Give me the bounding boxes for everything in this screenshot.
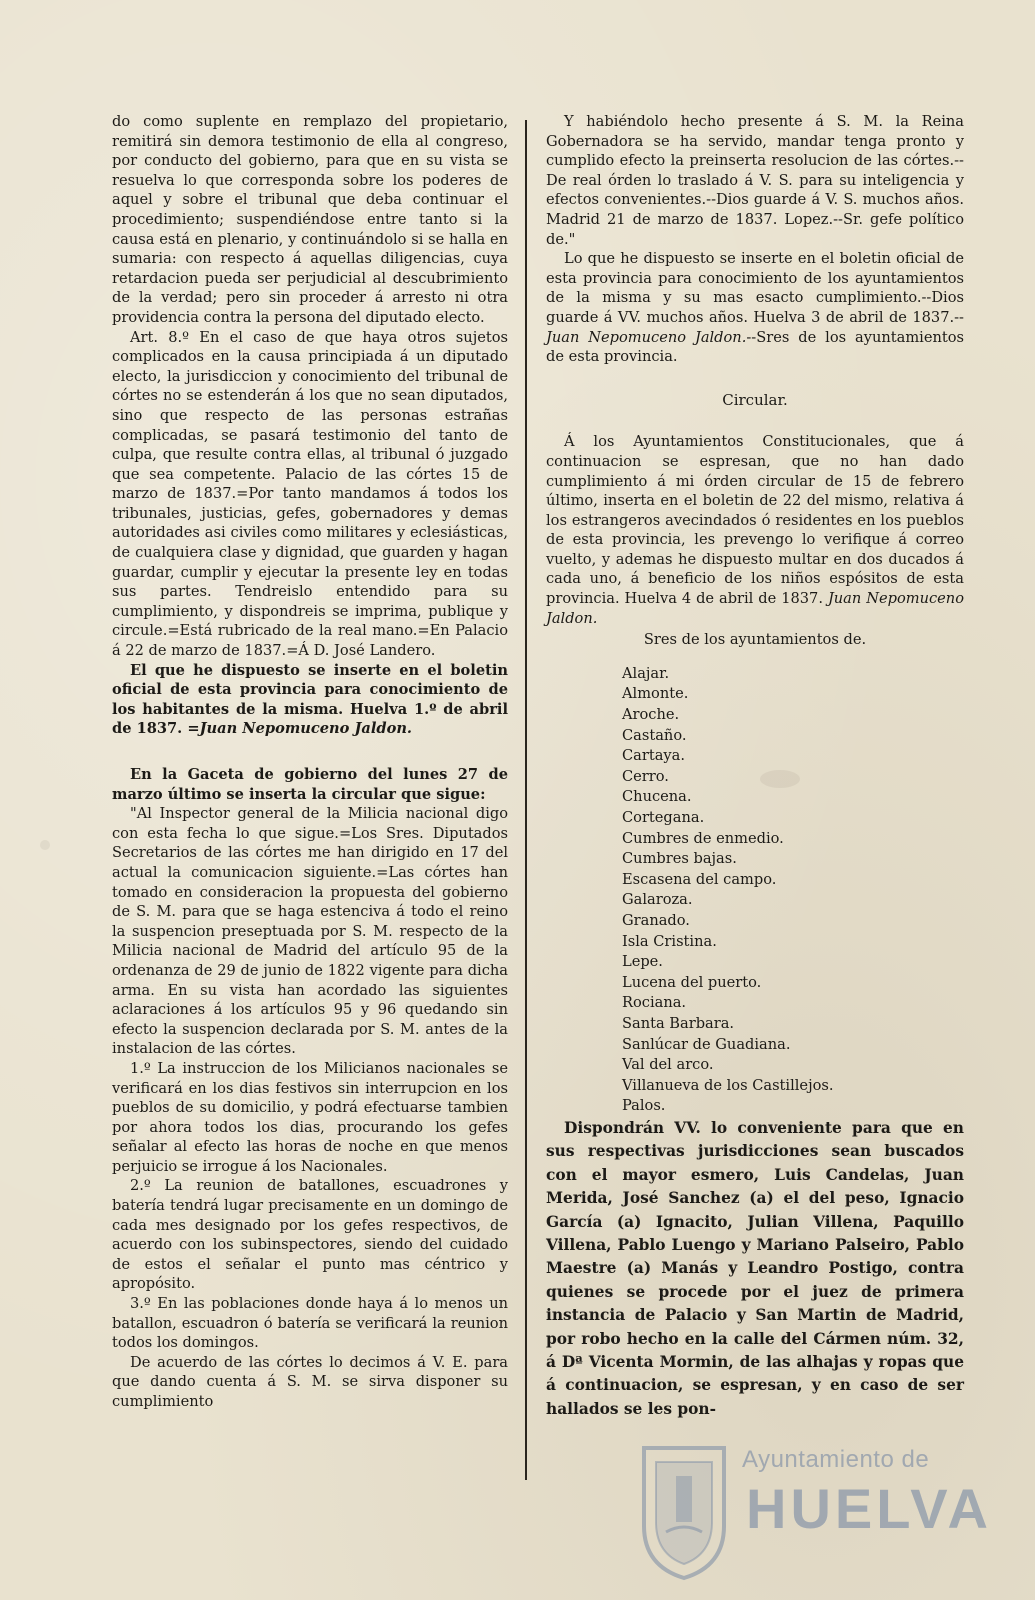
list-item: Santa Barbara. bbox=[622, 1014, 735, 1032]
list-item: Galaroza. bbox=[622, 891, 693, 909]
spacer bbox=[112, 739, 508, 765]
watermark-line2: HUELVA bbox=[746, 1477, 992, 1540]
list-item: Villanueva de los Castillejos. bbox=[622, 1076, 834, 1094]
order-paragraph bbox=[112, 661, 508, 739]
list-item: Lepe. bbox=[622, 953, 663, 971]
shield-icon bbox=[636, 1442, 732, 1582]
list-item: Cartaya. bbox=[622, 747, 685, 765]
gaceta-paragraph: De acuerdo de las córtes lo decimos á V. E. para que dando cuenta á S. M. se sirva disponer su cumplimiento bbox=[112, 1353, 508, 1410]
paper-stain bbox=[40, 840, 50, 850]
list-item: Castaño. bbox=[622, 726, 687, 744]
column-divider bbox=[525, 120, 527, 1480]
order-text: El que he dispuesto se inserte en el boletin oficial de esta provincia para conocimiento de los habitantes de la misma. Huelva 1.º de abril de 1837. bbox=[112, 661, 508, 738]
royal-paragraph: Y habiéndolo hecho presente á S. M. la Reina Gobernadora se ha servido, mandar tenga pronto y cumplido efecto la preinserta resolucion de las córtes.--De real órden lo traslado á V. S. para su inteligencia y efectos convenientes.--Dios guarde á V. S. muchos años. Madrid 21 de marzo de 1837. Lopez.--Sr. gefe político de." bbox=[546, 113, 964, 248]
gaceta-paragraph: "Al Inspector general de la Milicia nacional digo con esta fecha lo que sigue.=Los Sres. Diputados Secretarios de las córtes me han dirigido en 17 del actual la comunicacion siguiente.=Las córtes han tomado en consideracion la propuesta del gobierno de S. M. para que se haga estenciva á todo el reino la suspencion preseptuada por S. M. respecto de la Milicia nacional de Madrid del artículo 95 de la ordenanza de 29 de junio de 1822 vigente para dicha arma. En su vista han acordado las siguientes aclaraciones á los artículos 95 y 96 quedando sin efecto la suspencion declarada por S. M. antes de la instalacion de las córtes. bbox=[112, 805, 508, 1058]
list-item: Granado. bbox=[622, 911, 690, 929]
circular-signature: Juan Nepomuceno Jaldon. bbox=[546, 590, 964, 627]
right-column bbox=[546, 112, 964, 1421]
notice-paragraph: Dispondrán VV. lo conveniente para que en sus respectivas jurisdicciones sean buscados con el mayor esmero, Luis Candelas, Juan Merida, José Sanchez (a) el del peso, Ignacio García (a) Ignacito, Julian Villena, Paquillo Villena, Pablo Luengo y Mariano Palseiro, Pablo Maestre (a) Manás y Leandro Postigo, contra quienes se procede por el juez de primera instancia de Palacio y San Martin de Madrid, por robo hecho en la calle del Cármen núm. 32, á Dª Vicenta Mormin, de las alhajas y ropas que á continuacion, se espresan, y en caso de ser hallados se les pon- bbox=[546, 1118, 964, 1418]
gaceta-paragraph: 3.º En las poblaciones donde haya á lo menos un batallon, escuadron ó batería se verificará la reunion todos los domingos. bbox=[112, 1295, 508, 1352]
list-item: Cumbres de enmedio. bbox=[622, 829, 784, 847]
list-item: Aroche. bbox=[622, 706, 680, 724]
left-column bbox=[112, 112, 508, 1412]
town-list bbox=[622, 664, 964, 1117]
list-item: Escasena del campo. bbox=[622, 870, 777, 888]
list-item: Cumbres bajas. bbox=[622, 850, 737, 868]
publication-text: Lo que he dispuesto se inserte en el boletin oficial de esta provincia para conocimiento de los ayuntamientos de la misma y su mas esacto cumplimiento.--Dios guarde á VV. muchos años. Huelva 3 de abril de 1837.-- bbox=[546, 250, 964, 326]
circular-addressee: Sres de los ayuntamientos de. bbox=[643, 631, 867, 649]
list-item: Isla Cristina. bbox=[622, 932, 717, 950]
publication-closing: --Sres de los ayuntamientos de esta provincia. bbox=[546, 328, 965, 366]
list-item: Chucena. bbox=[622, 788, 692, 806]
list-item: Alajar. bbox=[622, 664, 670, 682]
paragraph: Art. 8.º En el caso de que haya otros sujetos complicados en la causa principiada á un diputado electo, la jurisdiccion y conocimiento del tribunal de córtes no se estenderán á los que no sean diputados, sino que respecto de las personas estrañas complicadas, se pasará testimonio del tanto de culpa, que resulte contra ellas, al tribunal ó juzgado que sea competente. Palacio de las córtes 15 de marzo de 1837.=Por tanto mandamos á todos los tribunales, justicias, gefes, gobernadores y demas autoridades asi civiles como militares y eclesiásticas, de cualquiera clase y dignidad, que guarden y hagan guardar, cumplir y ejecutar la presente ley en todas sus partes. Tendreislo entendido para su cumplimiento, y dispondreis se imprima, publique y circule.=Está rubricado de la real mano.=En Palacio á 22 de marzo de 1837.=Á D. José Landero. bbox=[112, 328, 508, 660]
list-item: Cortegana. bbox=[622, 809, 705, 826]
list-item: Val del arco. bbox=[622, 1056, 714, 1074]
gaceta-paragraph: 1.º La instruccion de los Milicianos nacionales se verificará en los dias festivos sin interrupcion en los pueblos de su domicilio, y podrá efectuarse tambien por ahora todos los dias, procurando los gefes señalar al efecto las horas de noche en que menos perjuicio se irrogue á los Nacionales. bbox=[112, 1059, 508, 1175]
circular-heading: Circular. bbox=[722, 390, 788, 409]
paragraph: do como suplente en remplazo del propietario, remitirá sin demora testimonio de ella al congreso, por conducto del gobierno, para que en su vista se resuelva lo que corresponda sobre los poderes de aquel y sobre el tribunal que deba continuar el procedimiento; suspendiéndose entre tanto si la causa está en plenario, y continuándolo si se halla en sumaria: con respecto á aquellas diligencias, cuya retardacion pueda ser perjudicial al descubrimiento de la verdad; pero sin proceder á arresto ni otra providencia contra la persona del diputado electo. bbox=[112, 113, 508, 326]
list-item: Palos. bbox=[622, 1097, 666, 1115]
list-item: Almonte. bbox=[622, 685, 689, 703]
list-item: Sanlúcar de Guadiana. bbox=[622, 1035, 791, 1053]
publication-signature: Juan Nepomuceno Jaldon. bbox=[546, 328, 747, 346]
circular-text: Á los Ayuntamientos Constitucionales, que á continuacion se espresan, que no han dado cumplimiento á mi órden circular de 15 de febrero último, inserta en el boletin de 22 del mismo, relativa á los estrangeros avecindados ó residentes en los pueblos de esta provincia, les prevengo lo verifique á correo vuelto, y ademas he dispuesto multar en dos ducados á cada uno, á beneficio de los niños espósitos de esta provincia. Huelva 4 de abril de 1837. bbox=[546, 433, 964, 608]
circular-paragraph bbox=[546, 432, 964, 628]
list-item: Rociana. bbox=[622, 994, 687, 1012]
order-signature: =Juan Nepomuceno Jaldon. bbox=[187, 720, 413, 738]
list-item: Lucena del puerto. bbox=[622, 973, 762, 991]
gaceta-paragraph: 2.º La reunion de batallones, escuadrones y batería tendrá lugar precisamente en un domingo de cada mes designado por los gefes respectivos, de acuerdo con los subinspectores, siendo del cuidado de estos el señalar el punto mas céntrico y apropósito. bbox=[112, 1177, 508, 1293]
watermark bbox=[636, 1440, 992, 1590]
watermark-line1: Ayuntamiento de bbox=[742, 1446, 930, 1473]
gaceta-intro: En la Gaceta de gobierno del lunes 27 de marzo último se inserta la circular que sigue: bbox=[112, 766, 508, 803]
list-item: Cerro. bbox=[622, 767, 669, 785]
publication-paragraph bbox=[546, 249, 964, 367]
